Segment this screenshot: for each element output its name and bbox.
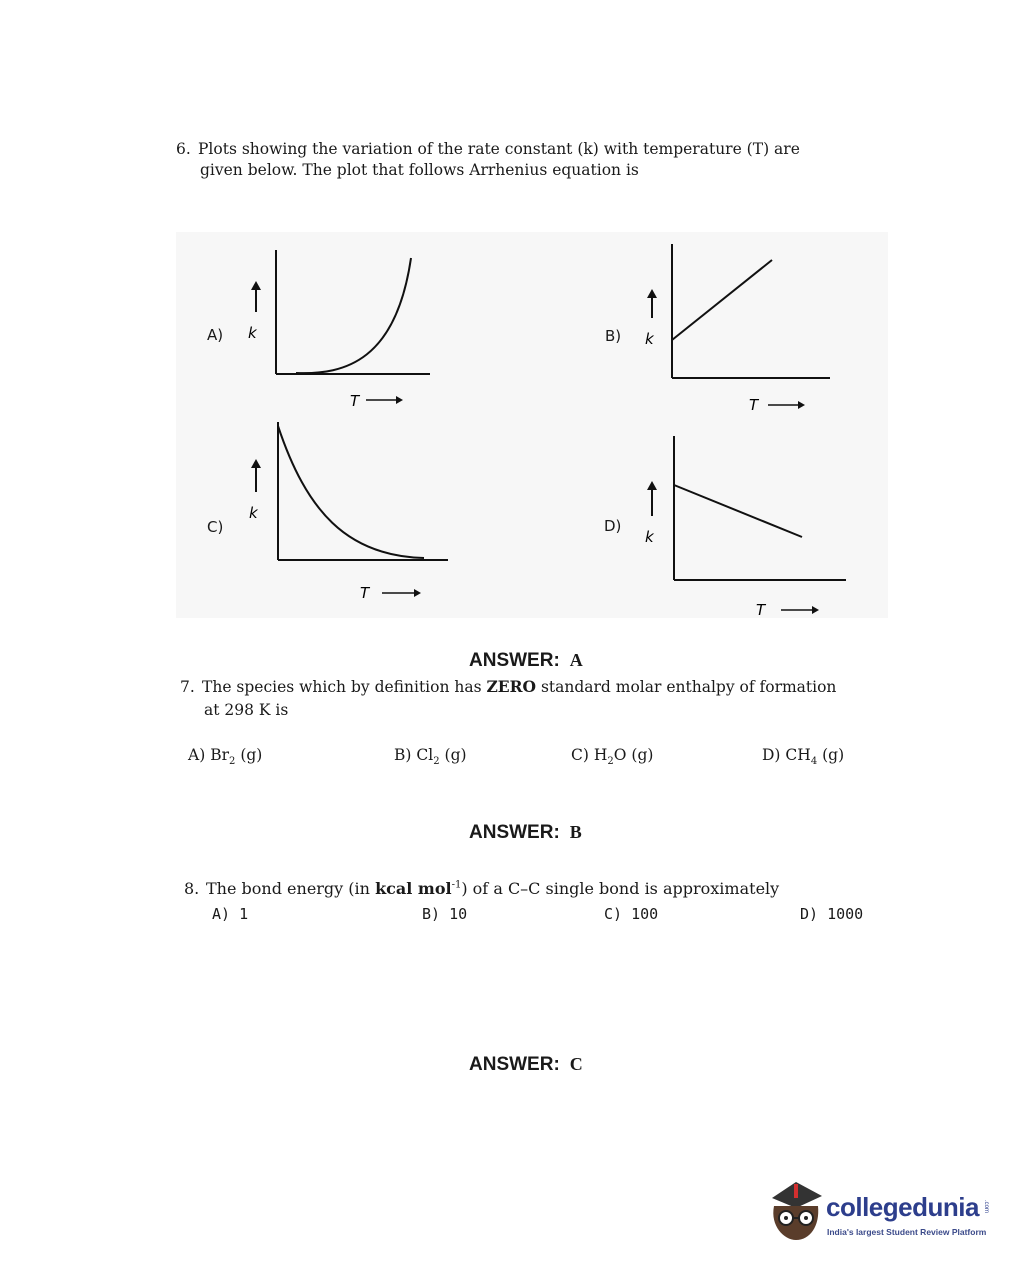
option-formula: Br xyxy=(210,746,229,764)
question-text-post: ) of a C–C single bond is approximately xyxy=(461,879,780,898)
answer-value: A xyxy=(569,650,583,670)
question-8 xyxy=(184,879,904,898)
brand-tagline: India's largest Student Review Platform xyxy=(827,1227,987,1237)
t-arrow-head xyxy=(414,589,421,597)
right-eye-icon xyxy=(804,1216,808,1220)
linear-fall-line xyxy=(674,485,802,537)
q7-option-b xyxy=(394,746,467,767)
plot-a xyxy=(236,250,436,415)
mascot-logo-icon xyxy=(766,1176,826,1248)
option-formula: H xyxy=(593,746,608,764)
decay-curve xyxy=(278,426,424,558)
answer-label: ANSWER: xyxy=(469,822,560,843)
option-state: (g) xyxy=(444,746,467,764)
question-text-line2: given below. The plot that follows Arrhenius equation is xyxy=(200,161,639,179)
option-label: B) xyxy=(394,746,412,764)
cap-tassel-icon xyxy=(794,1184,798,1198)
option-formula: Cl xyxy=(416,746,434,764)
answer-8 xyxy=(469,1054,583,1076)
question-text-pre: The bond energy (in xyxy=(206,879,370,898)
t-axis-label: T xyxy=(756,601,766,619)
t-axis-label: T xyxy=(360,584,370,602)
t-arrow-head xyxy=(798,401,805,409)
option-label: A) xyxy=(188,746,206,764)
plot-b xyxy=(636,240,836,420)
answer-7 xyxy=(469,822,582,844)
answer-value: C xyxy=(569,1054,583,1074)
plot-a-label: A) xyxy=(207,326,224,344)
question-text-bold: ZERO xyxy=(486,677,536,696)
q7-option-a xyxy=(188,746,262,767)
option-state: (g) xyxy=(240,746,263,764)
brand-name: collegedunia xyxy=(826,1192,979,1222)
option-subscript: 2 xyxy=(433,756,440,768)
k-axis-label: k xyxy=(248,324,257,342)
plot-d xyxy=(636,430,856,630)
question-number: 7. xyxy=(180,678,195,696)
option-subscript: 2 xyxy=(229,756,236,768)
k-axis-label: k xyxy=(645,528,654,546)
q8-option-b: B) 10 xyxy=(422,905,468,923)
k-arrow-head xyxy=(251,459,261,468)
left-eye-icon xyxy=(784,1216,788,1220)
option-subscript: 4 xyxy=(810,756,818,768)
t-axis-label: T xyxy=(749,396,759,414)
k-arrow-head xyxy=(647,481,657,490)
option-state: (g) xyxy=(822,746,845,764)
question-text-line2: at 298 K is xyxy=(204,701,289,719)
q7-option-d xyxy=(762,746,844,767)
question-7 xyxy=(180,676,880,721)
q8-option-c: C) 100 xyxy=(604,905,659,923)
brand-com: .com xyxy=(983,1200,989,1214)
plot-b-label: B) xyxy=(605,327,622,345)
q8-option-d: D) 1000 xyxy=(800,905,864,923)
question-text-pre: The species which by definition has xyxy=(202,678,482,696)
question-text-line1: Plots showing the variation of the rate constant (k) with temperature (T) are xyxy=(198,140,800,158)
answer-6 xyxy=(469,650,583,672)
k-arrow-head xyxy=(251,281,261,290)
option-label: D) xyxy=(762,746,781,764)
t-arrow-head xyxy=(396,396,403,404)
k-arrow-head xyxy=(647,289,657,298)
option-state: (g) xyxy=(631,746,654,764)
answer-label: ANSWER: xyxy=(469,1054,560,1075)
question-number: 8. xyxy=(184,879,200,898)
linear-rise-line xyxy=(672,260,772,340)
question-text-bold: kcal mol xyxy=(375,879,452,898)
option-label: C) xyxy=(571,746,589,764)
question-6 xyxy=(176,139,876,181)
k-axis-label: k xyxy=(249,504,258,522)
q7-option-c xyxy=(571,746,653,767)
plot-d-label: D) xyxy=(604,517,622,535)
question-text-post: standard molar enthalpy of formation xyxy=(540,678,837,696)
k-axis-label: k xyxy=(645,330,654,348)
question-text-sup: -1 xyxy=(451,879,462,891)
t-arrow-head xyxy=(812,606,819,614)
question-number: 6. xyxy=(176,140,191,158)
option-formula-rest: O xyxy=(613,746,627,764)
option-formula: CH xyxy=(785,746,811,764)
exponential-curve xyxy=(296,258,411,373)
t-axis-label: T xyxy=(350,392,360,410)
answer-label: ANSWER: xyxy=(469,650,560,671)
q8-option-a: A) 1 xyxy=(212,905,249,923)
plot-c-label: C) xyxy=(207,518,224,536)
option-subscript: 2 xyxy=(607,756,614,768)
answer-value: B xyxy=(569,822,582,842)
plot-c xyxy=(236,420,456,610)
